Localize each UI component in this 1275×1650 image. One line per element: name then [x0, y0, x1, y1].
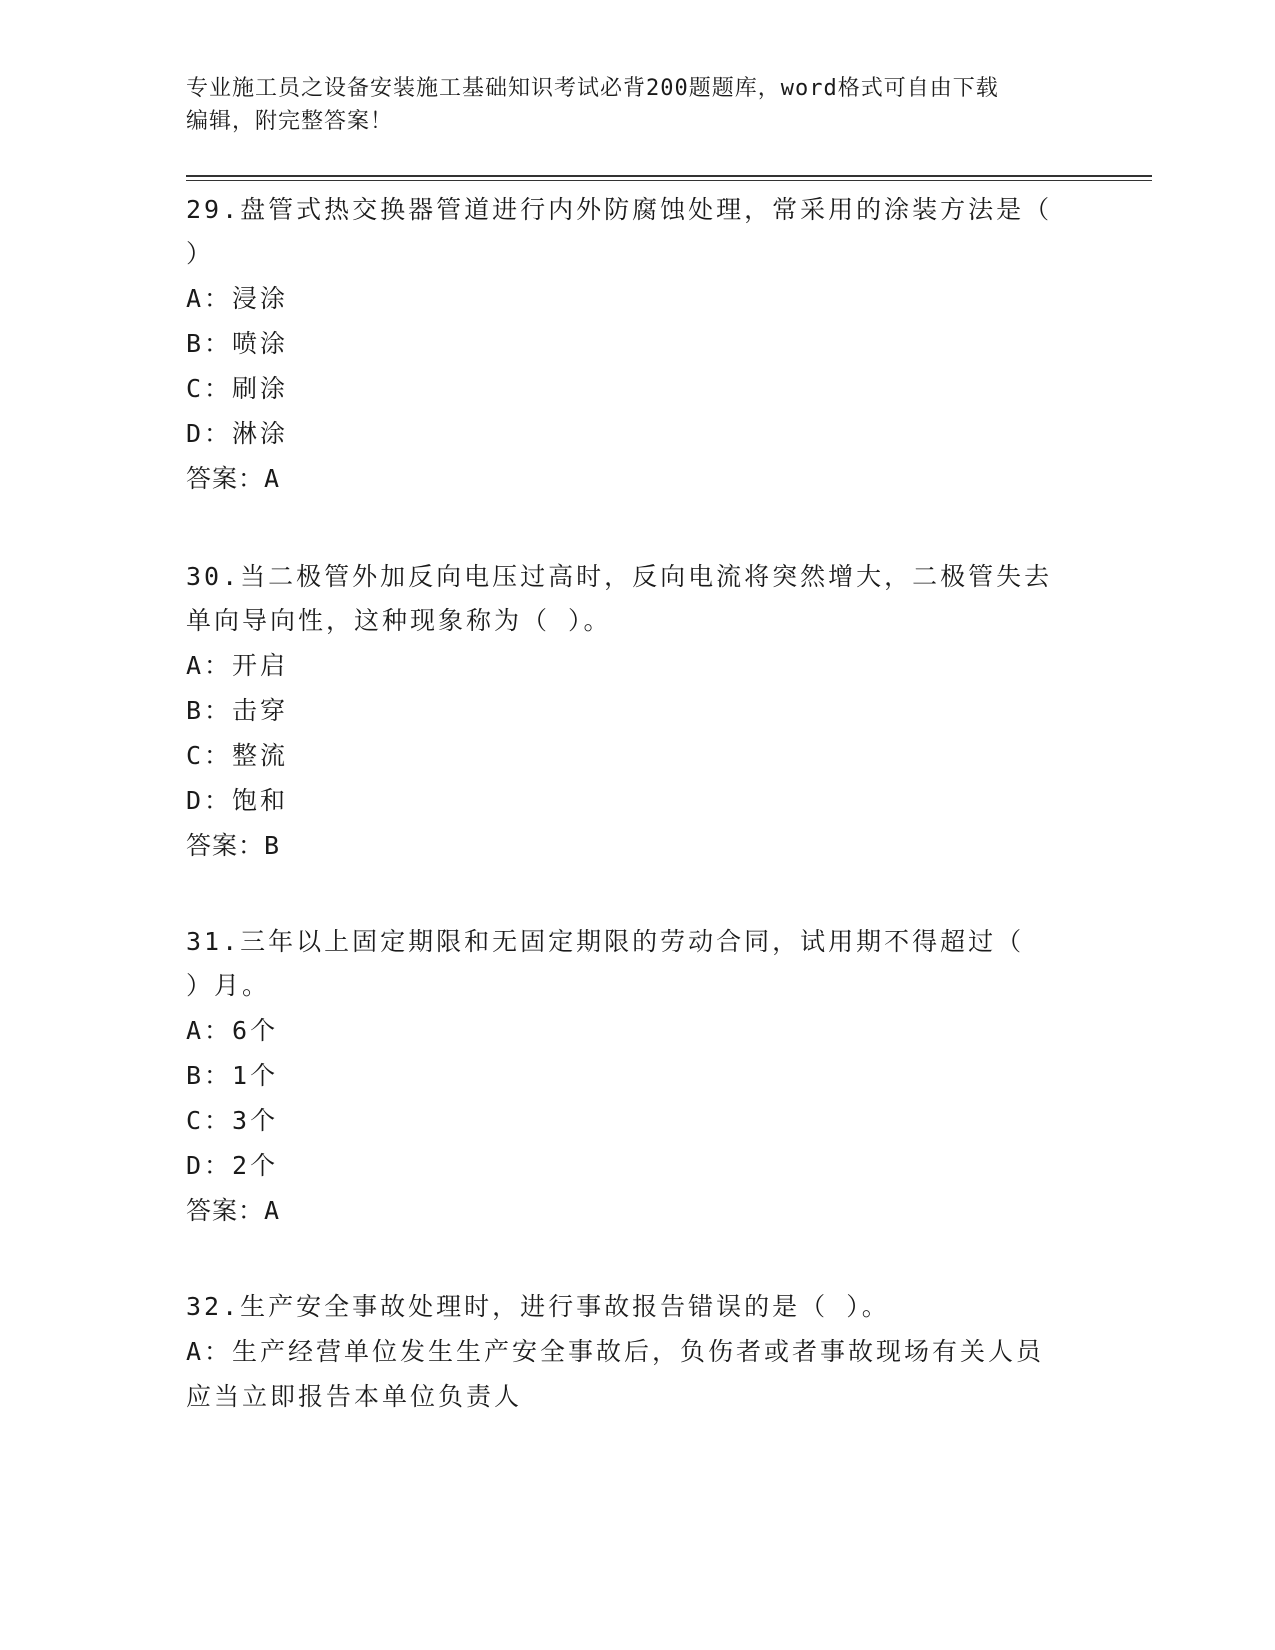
option-b: B：击穿	[186, 696, 289, 725]
question-30	[186, 555, 1066, 868]
header-line-1: 专业施工员之设备安装施工基础知识考试必背200题题库，word格式可自由下载	[186, 76, 999, 101]
header-line-2: 编辑，附完整答案！	[186, 109, 394, 134]
option-a: A：生产经营单位发生生产安全事故后，负伤者或者事故现场有关人员	[186, 1337, 1045, 1366]
option-d: D：淋涂	[186, 419, 289, 448]
option-a: A：开启	[186, 651, 289, 680]
question-text-line: 32.生产安全事故处理时，进行事故报告错误的是（ ）。	[186, 1292, 890, 1321]
option-d: D：2个	[186, 1151, 279, 1180]
question-text-line: 31.三年以上固定期限和无固定期限的劳动合同，试用期不得超过（	[186, 927, 1025, 956]
answer-line: 答案：A	[186, 1196, 281, 1225]
option-c: C：3个	[186, 1106, 279, 1135]
question-29	[186, 188, 1066, 501]
answer-line: 答案：A	[186, 464, 281, 493]
question-text-line: ）	[186, 239, 215, 268]
document-header	[186, 72, 1066, 138]
question-text-line: 单向导向性，这种现象称为（ ）。	[186, 606, 612, 635]
header-divider-thick	[186, 175, 1152, 177]
question-text-line: ）月。	[186, 971, 271, 1000]
question-text-line: 30.当二极管外加反向电压过高时，反向电流将突然增大，二极管失去	[186, 562, 1053, 591]
question-32	[186, 1285, 1066, 1419]
option-d: D：饱和	[186, 786, 289, 815]
header-divider-thin	[186, 180, 1152, 181]
question-31	[186, 920, 1066, 1233]
answer-line: 答案：B	[186, 831, 281, 860]
option-b: B：1个	[186, 1061, 279, 1090]
question-text-line: 29.盘管式热交换器管道进行内外防腐蚀处理，常采用的涂装方法是（	[186, 195, 1053, 224]
option-a: A：6个	[186, 1016, 279, 1045]
option-c: C：刷涂	[186, 374, 289, 403]
option-c: C：整流	[186, 741, 289, 770]
option-a: A：浸涂	[186, 284, 289, 313]
option-a-continued: 应当立即报告本单位负责人	[186, 1382, 523, 1411]
option-b: B：喷涂	[186, 329, 289, 358]
